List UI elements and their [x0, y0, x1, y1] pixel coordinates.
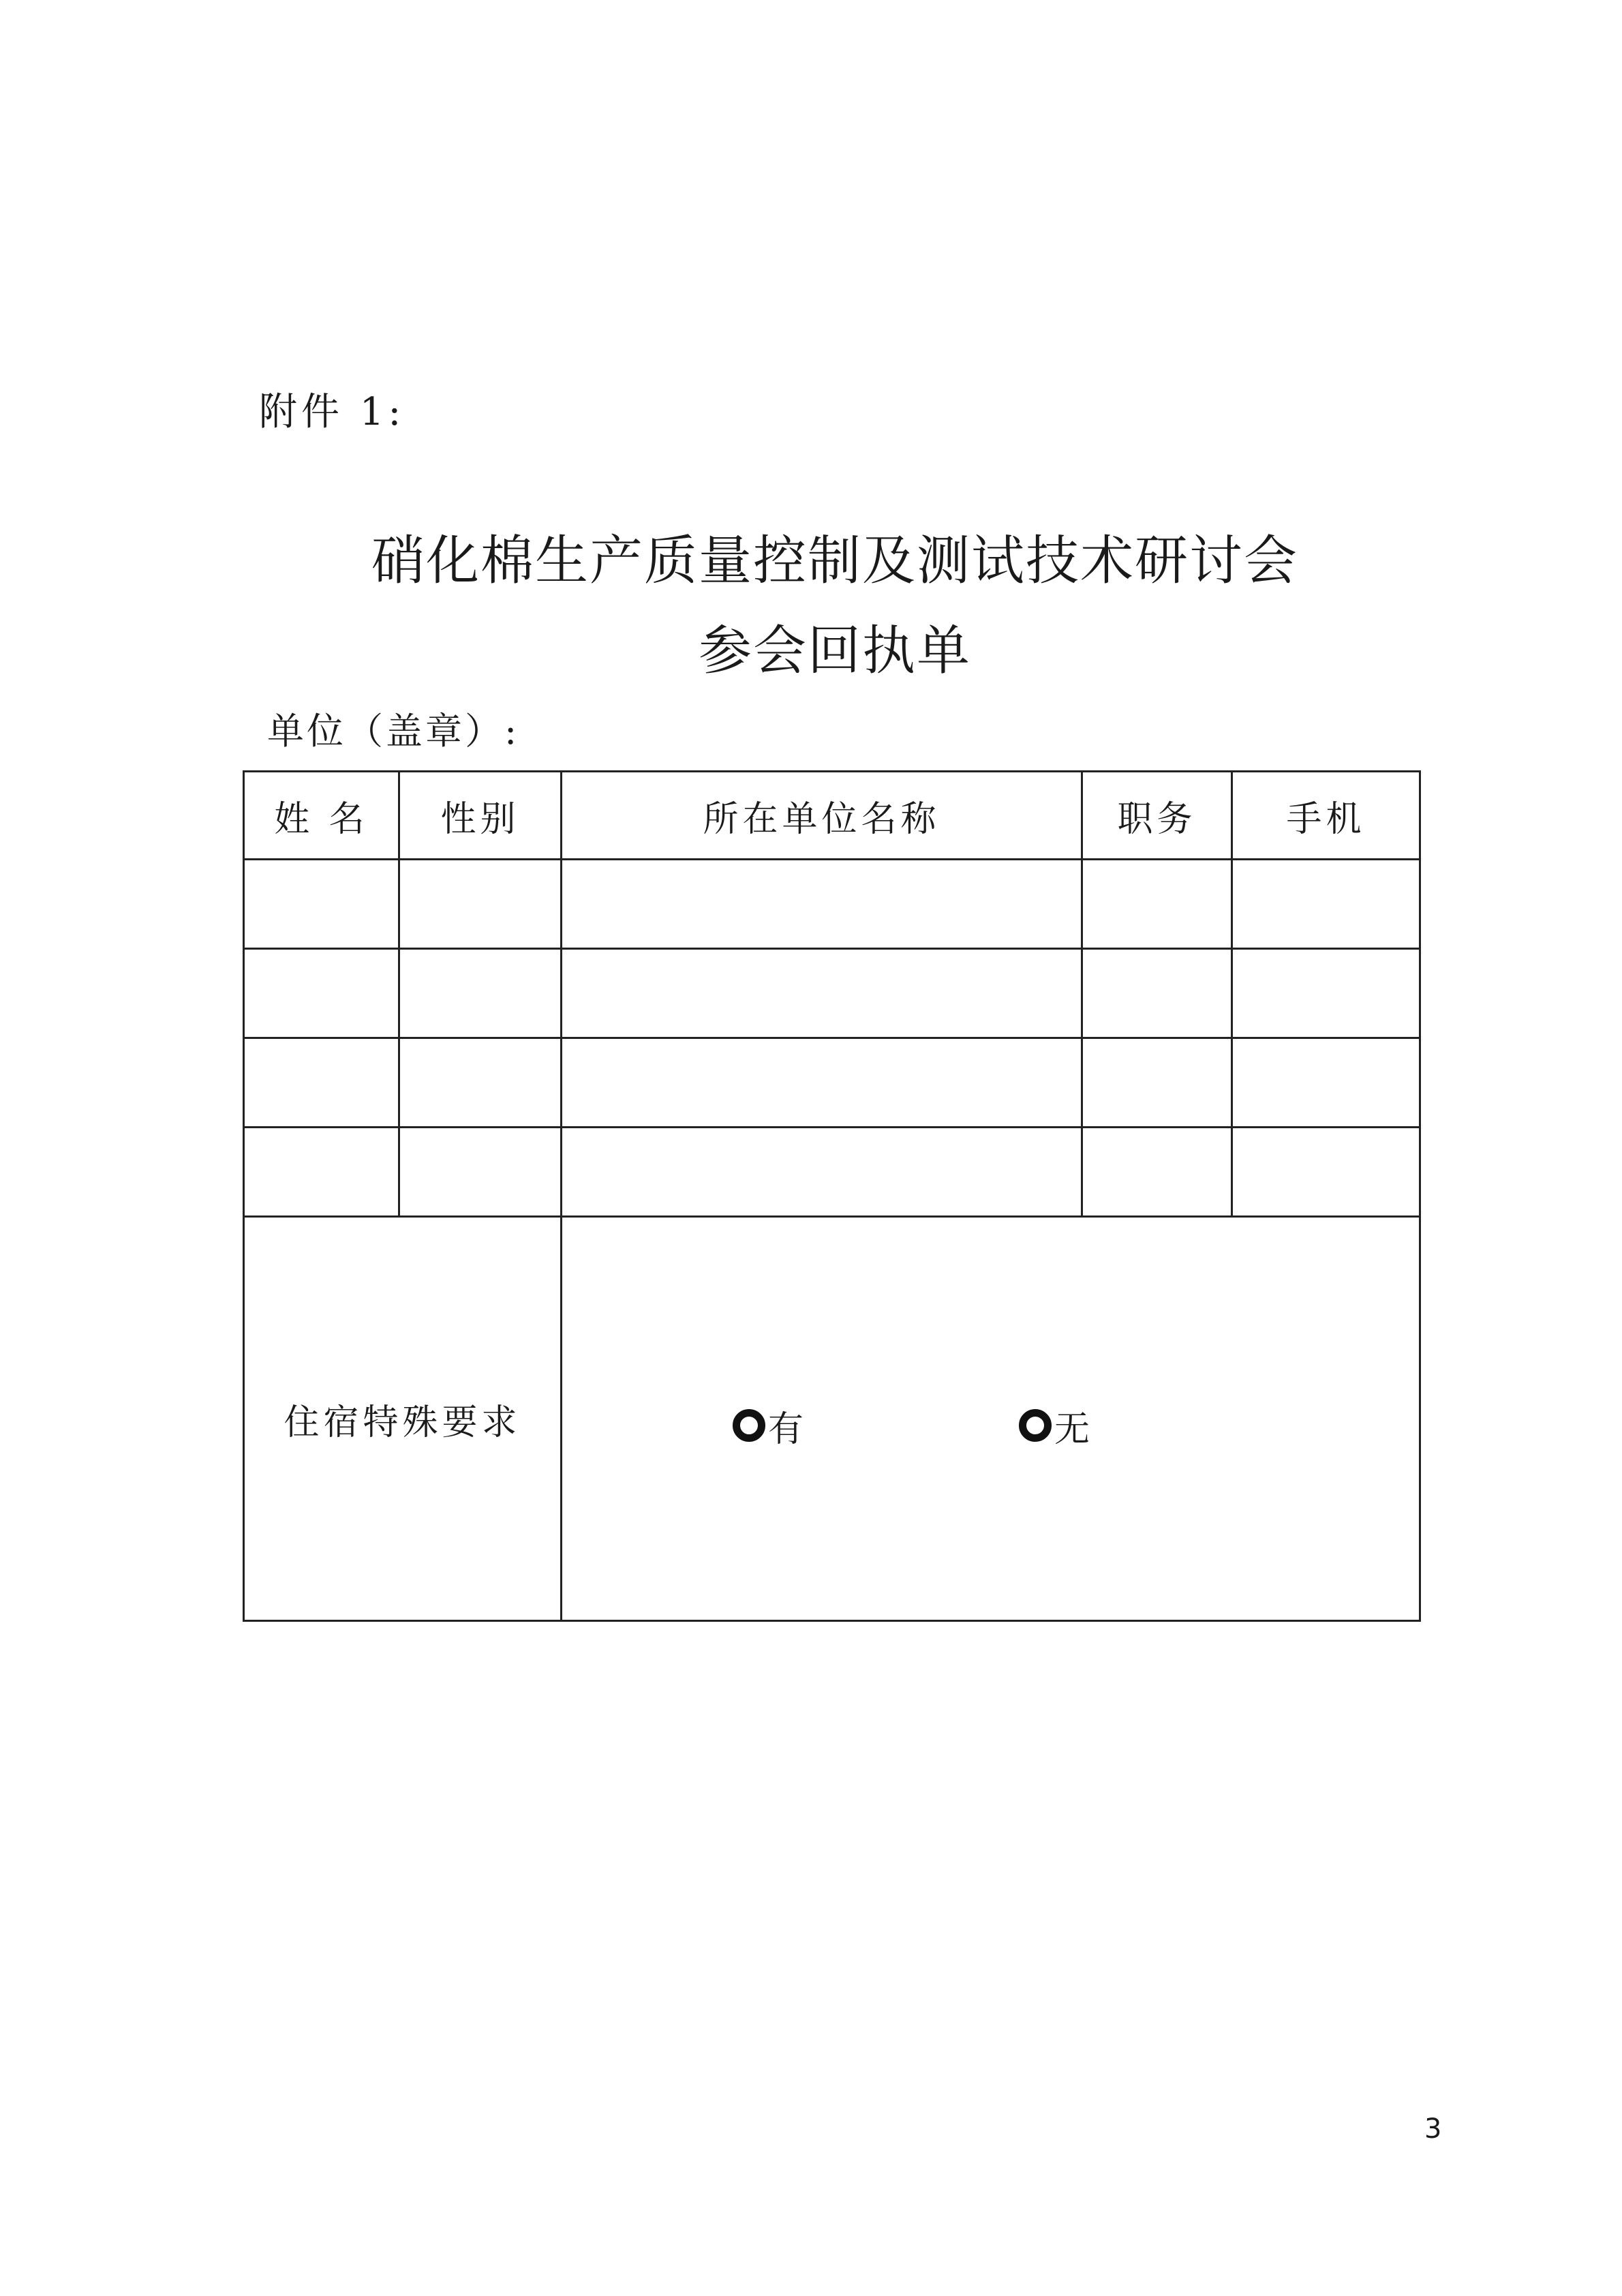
name-cell[interactable] — [244, 949, 399, 1038]
phone-cell[interactable] — [1232, 1128, 1420, 1217]
gender-cell[interactable] — [399, 949, 562, 1038]
phone-cell[interactable] — [1232, 860, 1420, 949]
header-gender: 性别 — [399, 772, 562, 860]
organization-cell[interactable] — [562, 949, 1082, 1038]
position-cell[interactable] — [1082, 1128, 1232, 1217]
table-row — [244, 949, 1420, 1038]
header-name: 姓 名 — [244, 772, 399, 860]
document-subtitle: 参会回执单 — [698, 620, 971, 682]
position-cell[interactable] — [1082, 860, 1232, 949]
phone-cell[interactable] — [1232, 949, 1420, 1038]
option-no-label: 无 — [1054, 1408, 1095, 1450]
header-phone: 手机 — [1232, 772, 1420, 860]
name-cell[interactable] — [244, 1038, 399, 1128]
lodging-options-cell — [562, 1217, 1420, 1621]
table-row — [244, 1038, 1420, 1128]
option-yes-label: 有 — [768, 1408, 808, 1450]
position-cell[interactable] — [1082, 949, 1232, 1038]
position-cell[interactable] — [1082, 1038, 1232, 1128]
registration-table — [243, 770, 1421, 1622]
table-row — [244, 860, 1420, 949]
lodging-option-yes[interactable] — [733, 1400, 808, 1451]
gender-cell[interactable] — [399, 1128, 562, 1217]
header-organization: 所在单位名称 — [562, 772, 1082, 860]
unit-seal-label: 单位（盖章）: — [267, 710, 520, 753]
organization-cell[interactable] — [562, 1128, 1082, 1217]
page-number: 3 — [1424, 2113, 1442, 2145]
table-header-row — [244, 772, 1420, 860]
lodging-requirements-label: 住宿特殊要求 — [244, 1217, 562, 1621]
gender-cell[interactable] — [399, 860, 562, 949]
radio-icon[interactable] — [1019, 1409, 1052, 1442]
phone-cell[interactable] — [1232, 1038, 1420, 1128]
name-cell[interactable] — [244, 860, 399, 949]
attachment-label: 附件 1: — [259, 390, 406, 434]
header-position: 职务 — [1082, 772, 1232, 860]
lodging-options — [562, 1387, 1419, 1451]
name-cell[interactable] — [244, 1128, 399, 1217]
organization-cell[interactable] — [562, 860, 1082, 949]
radio-icon[interactable] — [733, 1409, 765, 1442]
lodging-option-no[interactable] — [1019, 1400, 1094, 1451]
document-title: 硝化棉生产质量控制及测试技术研讨会 — [371, 530, 1298, 592]
organization-cell[interactable] — [562, 1038, 1082, 1128]
table-row — [244, 1128, 1420, 1217]
lodging-row — [244, 1217, 1420, 1621]
gender-cell[interactable] — [399, 1038, 562, 1128]
